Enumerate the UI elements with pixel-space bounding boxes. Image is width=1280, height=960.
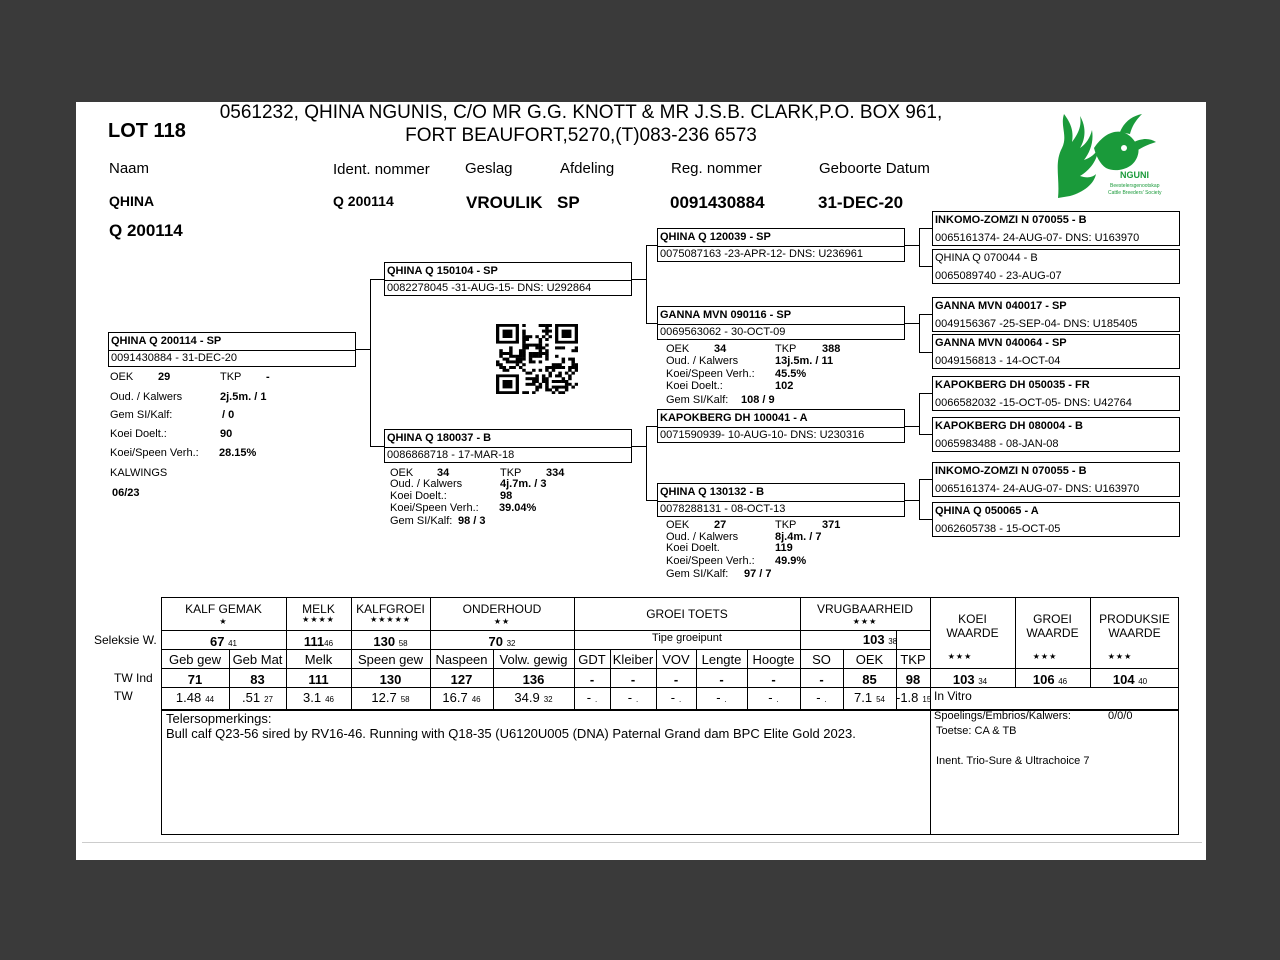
column-header: GDT	[578, 652, 606, 667]
ggp-6-title: KAPOKBERG DH 080004 - B	[935, 420, 1083, 432]
ggp-6-reg: 0065983488 - 08-JAN-08	[935, 438, 1059, 450]
sel-onderhoud: 70 32	[488, 634, 516, 649]
column-header: Naspeen	[435, 652, 488, 667]
gp-2-oud-label: Oud. / Kalwers	[666, 355, 739, 367]
tw-value: - .	[670, 690, 682, 705]
subject-oud-value: 2j.5m. / 1	[220, 391, 267, 403]
tw-ind-value: 111	[308, 672, 329, 687]
ggp-5-reg: 0066582032 -15-OCT-05- DNS: U42764	[935, 397, 1132, 409]
dam-tkp-label: TKP	[500, 467, 522, 479]
stars-groei-waarde: ★★★	[1032, 652, 1058, 661]
animal-reg: 0091430884	[670, 193, 765, 212]
gp-2-gem-label: Gem SI/Kalf:	[666, 394, 729, 406]
ggp-2-title: QHINA Q 070044 - B	[935, 252, 1038, 264]
subject-ksv-label: Koei/Speen Verh.:	[110, 447, 199, 459]
gp-2-reg: 0069563062 - 30-OCT-09	[660, 326, 786, 338]
tw-ind-value: 71	[187, 672, 203, 687]
remarks-text: Bull calf Q23-56 sired by RV16-46. Running with Q18-35 (U6120U005 (DNA) Paternal Grand dam BPC Elite Gold 2023.	[166, 726, 856, 741]
label-ident: Ident. nommer	[333, 161, 430, 178]
logo-line-2: Cattle Breeders' Society	[1108, 190, 1162, 196]
label-geslag: Geslag	[465, 160, 513, 177]
subject-kalwings-label: KALWINGS	[110, 467, 168, 479]
stars-melk: ★★★★	[302, 615, 335, 624]
tw-ind-value: 98	[905, 672, 921, 687]
gp-2-box	[657, 306, 905, 340]
tw-ind-value: -	[589, 672, 595, 687]
column-header: OEK	[855, 652, 884, 667]
tw-value: - .	[627, 690, 639, 705]
tw-ind-value: 127	[450, 672, 473, 687]
gp-4-reg: 0078288131 - 08-OCT-13	[660, 503, 786, 515]
hdr-koei-waarde: KOEI WAARDE	[946, 612, 999, 640]
sel-vrugbaarheid: 103 38	[862, 632, 898, 647]
gp-2-title: GANNA MVN 090116 - SP	[660, 309, 792, 321]
gp-2-koei-value: 102	[775, 380, 794, 392]
ggp-7-box	[932, 462, 1180, 497]
hdr-onderhoud: ONDERHOUD	[462, 602, 542, 616]
gp-4-oud-value: 8j.4m. / 7	[775, 531, 822, 543]
ggp-8-box	[932, 502, 1180, 537]
gp-2-oek-label: OEK	[666, 343, 690, 355]
tw-ind-value: -	[673, 672, 679, 687]
subject-box	[108, 332, 356, 367]
tw-ind-value: -	[630, 672, 636, 687]
tw-value: 12.7 58	[371, 690, 410, 705]
hdr-vrugbaarheid: VRUGBAARHEID	[816, 602, 914, 616]
dam-koei-label: Koei Doelt.:	[390, 490, 447, 502]
label-tw: TW	[114, 689, 133, 703]
subject-koei-value: 90	[220, 428, 233, 440]
spoelings-value: 0/0/0	[1108, 710, 1133, 722]
stars-koei-waarde: ★★★	[947, 652, 973, 661]
ggp-4-title: GANNA MVN 040064 - SP	[935, 337, 1067, 349]
inent: Inent. Trio-Sure & Ultrachoice 7	[936, 755, 1090, 767]
stars-produksie-waarde: ★★★	[1107, 652, 1133, 661]
qr-code	[496, 324, 578, 394]
stars-vrugbaarheid: ★★★	[852, 617, 878, 626]
sel-kalf-gemak: 67 41	[210, 634, 237, 649]
gp-1-reg: 0075087163 -23-APR-12- DNS: U236961	[660, 248, 864, 260]
logo-line-1: Beestelersgenootskap	[1110, 183, 1160, 189]
gp-3-reg: 0071590939- 10-AUG-10- DNS: U230316	[660, 429, 865, 441]
tw-value: - .	[716, 690, 727, 705]
in-vitro: In Vitro	[934, 689, 972, 703]
lot-number: LOT 118	[108, 120, 186, 142]
tw-value: 3.1 46	[303, 690, 334, 705]
ggp-1-title: INKOMO-ZOMZI N 070055 - B	[935, 214, 1087, 226]
tw-ind-value: -	[771, 672, 776, 687]
ggp-4-reg: 0049156813 - 14-OCT-04	[935, 355, 1061, 367]
breeder-line-1: 0561232, QHINA NGUNIS, C/O MR G.G. KNOTT & MR J.S.B. CLARK,P.O. BOX 961,	[219, 102, 943, 123]
tw-value: - .	[816, 690, 827, 705]
ggp-8-reg: 0062605738 - 15-OCT-05	[935, 523, 1061, 535]
gp-4-gem-value: 97 / 7	[744, 568, 772, 580]
gp-4-oek-value: 27	[714, 519, 727, 531]
tw-value: 34.9 32	[514, 690, 553, 705]
tipe-groeipunt: Tipe groeipunt	[652, 632, 722, 644]
column-header: SO	[812, 652, 831, 667]
gp-4-koei-label: Koei Doelt.	[666, 542, 720, 554]
gp-2-ksv-label: Koei/Speen Verh.:	[666, 368, 755, 380]
tw-ind-value: 130	[379, 672, 402, 687]
gp-2-tkp-label: TKP	[775, 343, 797, 355]
dam-reg: 0086868718 - 17-MAR-18	[387, 449, 515, 461]
animal-ident: Q 200114	[333, 193, 394, 209]
breeder-line-2: FORT BEAUFORT,5270,(T)083-236 6573	[405, 125, 757, 146]
ggp-5-box	[932, 376, 1180, 411]
hdr-groei-waarde: GROEI WAARDE	[1026, 612, 1079, 640]
toetse: Toetse: CA & TB	[936, 725, 1017, 737]
gp-2-oud-value: 13j.5m. / 11	[775, 355, 834, 367]
gp-3-title: KAPOKBERG DH 100041 - A	[660, 412, 808, 424]
column-header: VOV	[662, 652, 690, 667]
gp-4-oud-label: Oud. / Kalwers	[666, 531, 739, 543]
dam-ksv-label: Koei/Speen Verh.:	[390, 502, 479, 514]
gp-4-title: QHINA Q 130132 - B	[660, 486, 765, 498]
column-header: Volw. gewig	[499, 652, 568, 667]
gp-4-gem-label: Gem SI/Kalf:	[666, 568, 729, 580]
subject-koei-label: Koei Doelt.:	[110, 428, 167, 440]
subject-ksv-value: 28.15%	[219, 447, 257, 459]
gp-1-title: QHINA Q 120039 - SP	[660, 231, 771, 243]
ggp-2-reg: 0065089740 - 23-AUG-07	[935, 270, 1062, 282]
gp-1-box	[657, 228, 905, 262]
gp-4-ksv-label: Koei/Speen Verh.:	[666, 555, 755, 567]
dam-koei-value: 98	[500, 490, 513, 502]
subject-title: QHINA Q 200114 - SP	[111, 335, 222, 347]
tw-value: 1.48 44	[175, 690, 215, 705]
gp-4-oek-label: OEK	[666, 519, 690, 531]
ggp-7-reg: 0065161374- 24-AUG-07- DNS: U163970	[935, 483, 1140, 495]
hdr-kalf-gemak: KALF GEMAK	[185, 602, 262, 616]
subject-tkp-label: TKP	[220, 371, 242, 383]
animal-geslag: VROULIK	[466, 193, 543, 212]
column-header: Hoogte	[752, 652, 795, 667]
stars-kalf-gemak: ★	[219, 617, 228, 626]
column-header: TKP	[900, 652, 926, 667]
column-header: Lengte	[701, 652, 742, 667]
ggp-2-box	[932, 249, 1180, 284]
ggp-3-box	[932, 297, 1180, 332]
label-tw-ind: TW Ind	[114, 671, 153, 685]
column-header: Speen gew	[357, 652, 424, 667]
label-geboorte: Geboorte Datum	[819, 160, 930, 177]
label-afdeling: Afdeling	[560, 160, 615, 177]
ggp-6-box	[932, 417, 1180, 452]
subject-oud-label: Oud. / Kalwers	[110, 391, 183, 403]
remarks-title: Telersopmerkings:	[166, 711, 272, 726]
groei-waarde-value: 106 46	[1032, 672, 1068, 687]
logo-title: NGUNI	[1120, 170, 1149, 180]
dam-oud-value: 4j.7m. / 3	[500, 478, 547, 490]
column-header: Geb Mat	[232, 652, 283, 667]
sire-box	[384, 262, 632, 296]
hdr-groei-toets: GROEI TOETS	[646, 607, 728, 621]
lot-card	[76, 102, 1206, 860]
subject-gem-value: / 0	[222, 409, 235, 421]
ggp-3-reg: 0049156367 -25-SEP-04- DNS: U185405	[935, 318, 1138, 330]
dam-oek-value: 34	[437, 467, 450, 479]
dam-ksv-value: 39.04%	[499, 502, 537, 514]
stars-kalfgroei: ★★★★★	[370, 615, 411, 624]
nguni-logo	[1050, 108, 1165, 203]
label-reg: Reg. nommer	[671, 160, 762, 177]
gp-2-gem-value: 108 / 9	[741, 394, 775, 406]
tw-value: 7.1 54	[854, 690, 885, 705]
tw-value: - .	[768, 690, 779, 705]
gp-4-tkp-label: TKP	[775, 519, 797, 531]
gp-2-oek-value: 34	[714, 343, 727, 355]
subject-oek-label: OEK	[110, 371, 134, 383]
animal-afdeling: SP	[557, 193, 580, 212]
ggp-1-reg: 0065161374- 24-AUG-07- DNS: U163970	[935, 232, 1140, 244]
tw-value: - .	[586, 690, 598, 705]
label-seleksie: Seleksie W.	[94, 633, 157, 647]
ggp-7-title: INKOMO-ZOMZI N 070055 - B	[935, 465, 1087, 477]
dam-oek-label: OEK	[390, 467, 414, 479]
spoelings-label: Spoelings/Embrios/Kalwers:	[934, 710, 1071, 722]
column-header: Melk	[304, 652, 333, 667]
dam-oud-label: Oud. / Kalwers	[390, 478, 463, 490]
hdr-kalfgroei: KALFGROEI	[356, 602, 425, 616]
dam-tkp-value: 334	[546, 467, 565, 479]
dam-box	[384, 429, 632, 463]
hdr-produksie-waarde: PRODUKSIE WAARDE	[1099, 612, 1170, 640]
tw-ind-value: 136	[522, 672, 545, 687]
tw-value: -1.8 15	[896, 690, 932, 705]
koei-waarde-value: 103 34	[952, 672, 988, 687]
subject-kalwings-value: 06/23	[112, 487, 140, 499]
sel-melk: 11146	[303, 634, 334, 649]
gp-4-tkp-value: 371	[822, 519, 841, 531]
column-header: Kleiber	[612, 652, 654, 667]
gp-2-ksv-value: 45.5%	[775, 368, 807, 380]
gp-4-ksv-value: 49.9%	[775, 555, 807, 567]
tw-value: 16.7 46	[442, 690, 481, 705]
gp-2-koei-label: Koei Doelt.:	[666, 380, 723, 392]
sel-kalfgroei: 130 58	[373, 634, 408, 649]
gp-3-box	[657, 409, 905, 443]
dam-gem-label: Gem SI/Kalf:	[390, 515, 453, 527]
animal-geboorte: 31-DEC-20	[818, 193, 904, 212]
subject-reg: 0091430884 - 31-DEC-20	[111, 352, 237, 364]
animal-naam: QHINA	[109, 193, 155, 209]
gp-4-box	[657, 483, 905, 517]
subject-gem-label: Gem SI/Kalf:	[110, 409, 173, 421]
produksie-waarde-value: 104 40	[1112, 672, 1148, 687]
dam-title: QHINA Q 180037 - B	[387, 432, 492, 444]
sire-reg: 0082278045 -31-AUG-15- DNS: U292864	[387, 282, 592, 294]
gp-2-tkp-value: 388	[822, 343, 841, 355]
tw-ind-value: -	[719, 672, 724, 687]
label-naam: Naam	[109, 160, 150, 177]
ggp-8-title: QHINA Q 050065 - A	[935, 505, 1039, 517]
qr-code-icon	[496, 324, 578, 394]
hdr-melk: MELK	[302, 602, 335, 616]
sire-title: QHINA Q 150104 - SP	[387, 265, 498, 277]
tw-value: .51 27	[242, 690, 273, 705]
animal-ident-2: Q 200114	[109, 221, 183, 240]
column-header: Geb gew	[168, 652, 222, 667]
tw-ind-value: 83	[250, 672, 265, 687]
ggp-4-box	[932, 334, 1180, 369]
gp-4-koei-value: 119	[775, 542, 793, 554]
ggp-5-title: KAPOKBERG DH 050035 - FR	[935, 379, 1090, 391]
subject-tkp-value: -	[266, 371, 270, 383]
ggp-1-box	[932, 211, 1180, 246]
ggp-3-title: GANNA MVN 040017 - SP	[935, 300, 1067, 312]
stars-onderhoud: ★★	[493, 617, 511, 626]
tw-ind-value: -	[819, 672, 824, 687]
subject-oek-value: 29	[158, 371, 171, 383]
tw-ind-value: 85	[862, 672, 877, 687]
dam-gem-value: 98 / 3	[458, 515, 486, 527]
